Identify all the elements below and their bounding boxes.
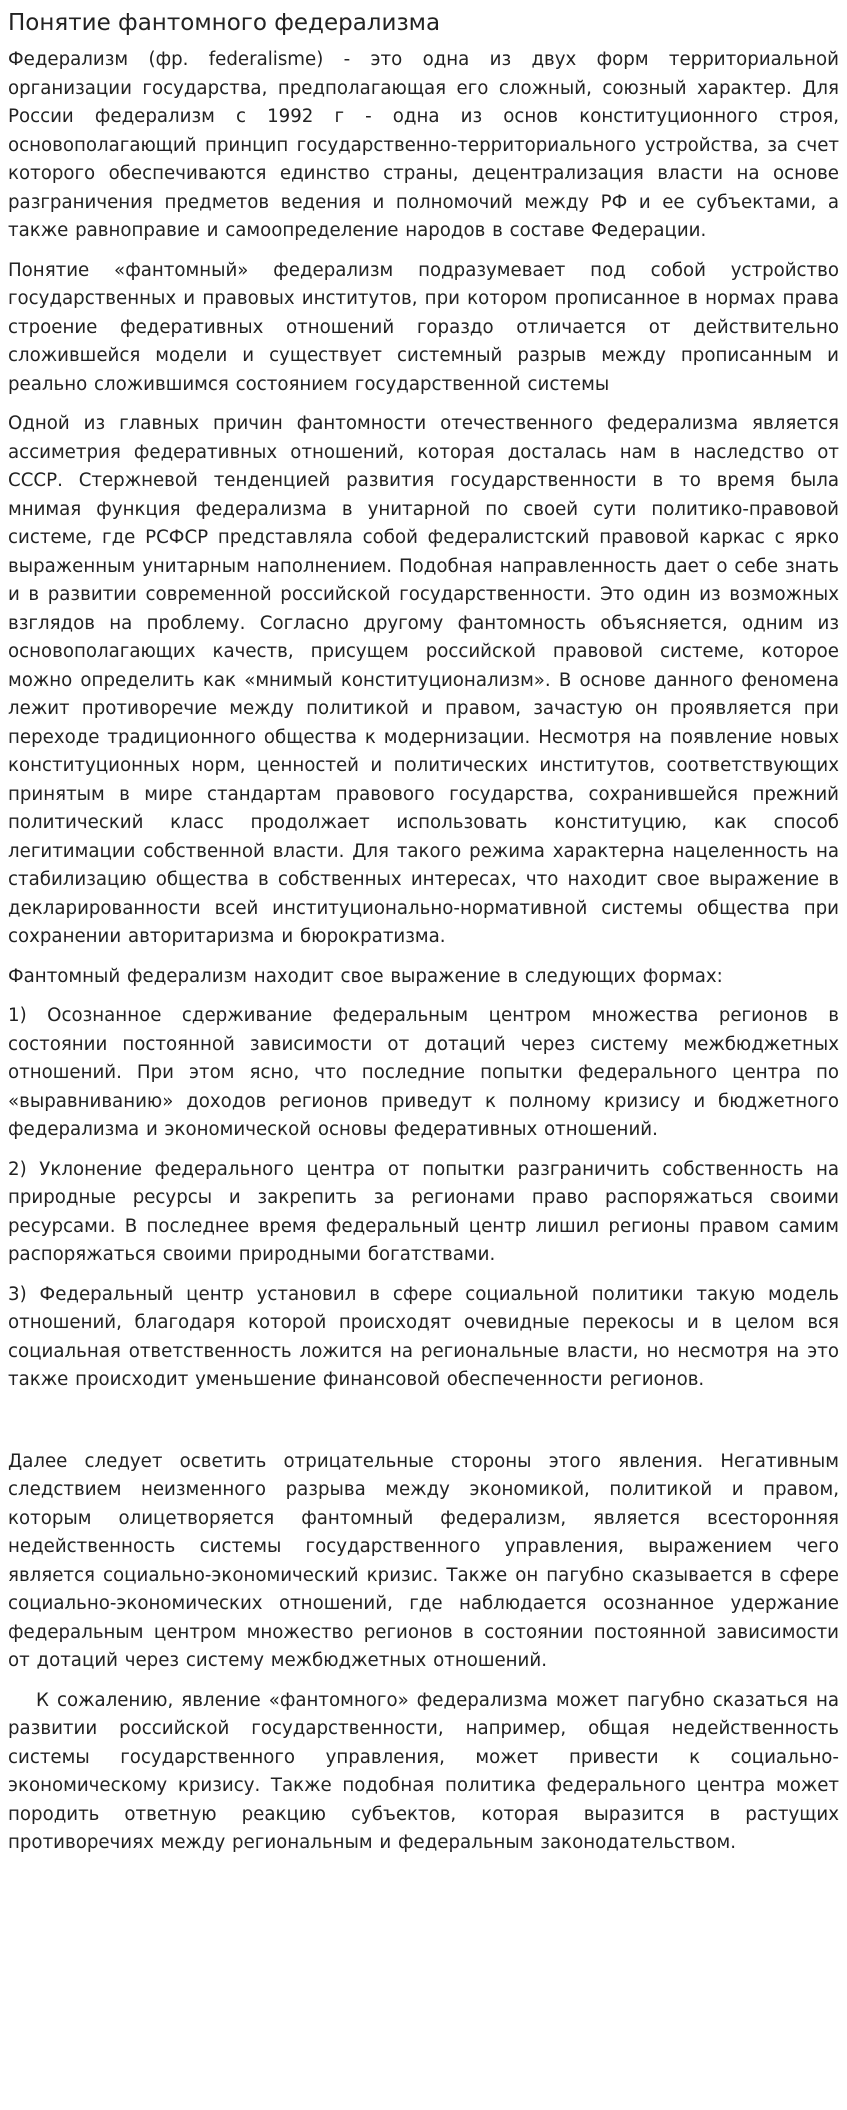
paragraph-form-2: 2) Уклонение федерального центра от попытки разграничить собственность на природные ресурсы и закрепить за регионами право распоряжаться своими ресурсами. В последнее время федеральный центр лишил регионы правом самим распоряжаться своими природными богатствами. xyxy=(8,1158,839,1265)
paragraph-causes: Одной из главных причин фантомности отечественного федерализма является ассиметрия федеративных отношений, которая досталась нам в наследство от СССР. Стержневой тенденцией развития государственности в то время была мнимая функция федерализма в унитарной по своей сути политико-правовой системе, где РСФСР представляла собой федералистский правовой каркас с ярко выраженным унитарным наполнением. Подобная направленность дает о себе знать и в развитии современной российской государственности. Это один из возможных взглядов на проблему. Согласно другому фантомность объясняется, одним из основополагающих качеств, присущем российской правовой системе, которое можно определить как «мнимый конституционализм». В основе данного феномена лежит противоречие между политикой и правом, зачастую он проявляется при переходе традиционного общества к модернизации. Несмотря на появление новых конституционных норм, ценностей и политических институтов, соответствующих принятым в мире стандартам правового государства, сохранившейся прежний политический класс продолжает использовать конституцию, как способ легитимации собственной власти. Для такого режима характерна нацеленность на стабилизацию общества в собственных интересах, что находит свое выражение в декларированности всей институционально-нормативной системы общества при сохранении авторитаризма и бюрократизма. xyxy=(8,413,839,947)
document-title: Понятие фантомного федерализма xyxy=(8,10,441,36)
paragraph-conclusion: К сожалению, явление «фантомного» федерализма может пагубно сказаться на развитии российской государственности, например, общая недейственность системы государственного управления, может привести к социально-экономическому кризису. Также подобная политика федерального центра может породить ответную реакцию субъектов, которая выразится в растущих противоречиях между региональным и федеральным законодательством. xyxy=(8,1689,839,1853)
paragraph-form-3: 3) Федеральный центр установил в сфере социальной политики такую модель отношений, благодаря которой происходят очевидные перекосы и в целом вся социальная ответственность ложится на региональные власти, но несмотря на это также происходит уменьшение финансовой обеспеченности регионов. xyxy=(8,1283,839,1390)
paragraph-forms-intro: Фантомный федерализм находит свое выражение в следующих формах: xyxy=(8,965,723,987)
paragraph-negative-sides: Далее следует осветить отрицательные стороны этого явления. Негативным следствием неизменного разрыва между экономикой, политикой и правом, которым олицетворяется фантомный федерализм, является всесторонняя недейственность системы государственного управления, выражением чего является социально-экономический кризис. Также он пагубно сказывается в сфере социально-экономических отношений, где наблюдается осознанное удержание федеральным центром множество регионов в состоянии постоянной зависимости от дотаций через систему межбюджетных отношений. xyxy=(8,1450,839,1671)
paragraph-definition: Федерализм (фр. federalisme) - это одна из двух форм территориальной организации государства, предполагающая его сложный, союзный характер. Для России федерализм с 1992 г - одна из основ конституционного строя, основополагающий принцип государственно-территориального устройства, за счет которого обеспечиваются единство страны, децентрализация власти на основе разграничения предметов ведения и полномочий между РФ и ее субъектами, а также равноправие и самоопределение народов в составе Федерации. xyxy=(8,49,839,241)
paragraph-spacer xyxy=(8,1406,839,1448)
paragraph-phantom-concept: Понятие «фантомный» федерализм подразумевает под собой устройство государственных и правовых институтов, при котором прописанное в нормах права строение федеративных отношений гораздо отличается от действительно сложившейся модели и существует системный разрыв между прописанным и реально сложившимся состоянием государственной системы xyxy=(8,259,839,395)
paragraph-form-1: 1) Осознанное сдерживание федеральным центром множества регионов в состоянии постоянной зависимости от дотаций через систему межбюджетных отношений. При этом ясно, что последние попытки федерального центра по «выравниванию» доходов регионов приведут к полному кризису и бюджетного федерализма и экономической основы федеративных отношений. xyxy=(8,1005,839,1140)
